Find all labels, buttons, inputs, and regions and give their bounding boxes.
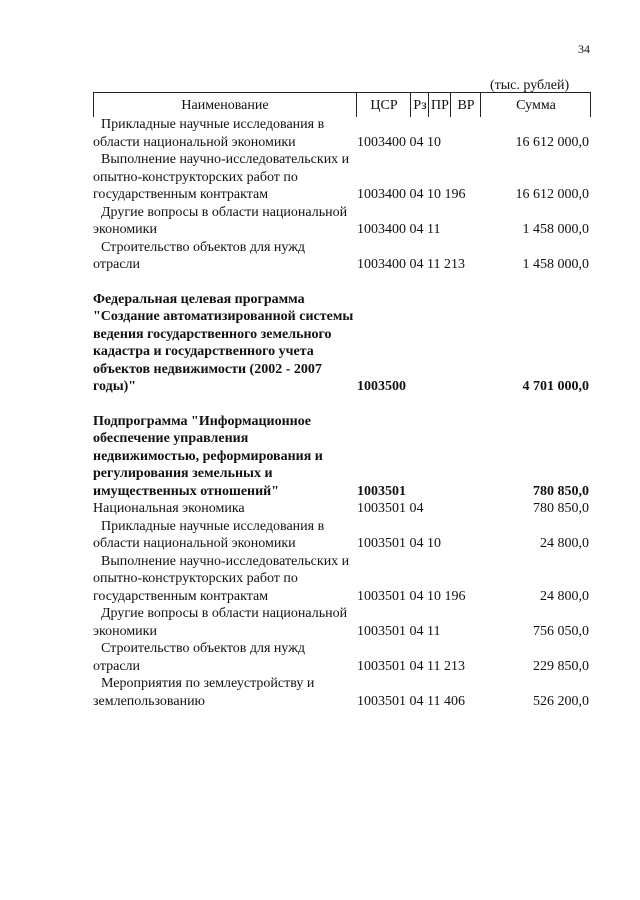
table-row [93, 605, 589, 640]
table-header [93, 92, 591, 117]
row-code: 1003400 04 11 [357, 222, 441, 237]
row-sum: 4 701 000,0 [522, 379, 589, 394]
row-sum: 16 612 000,0 [515, 187, 589, 202]
header-name: Наименование [181, 98, 269, 113]
row-name: Выполнение научно-исследовательских и опытно-конструкторских работ по государственным контрактам [93, 152, 350, 202]
header-sum: Сумма [480, 93, 591, 117]
table-row [93, 291, 589, 396]
row-name: Подпрограмма "Информационное обеспечение управления недвижимостью, реформирования и регулирования земельных и имущественных отношений" [93, 413, 323, 499]
row-sum: 780 850,0 [533, 483, 589, 499]
row-sum: 24 800,0 [540, 536, 589, 551]
row-code: 1003501 04 11 213 [357, 658, 465, 674]
row-code: 1003501 04 11 [357, 623, 441, 639]
row-code: 1003501 04 11 406 [357, 693, 465, 709]
row-name: Прикладные научные исследования в области национальной экономики [93, 518, 325, 551]
header-pr: ПР [428, 93, 451, 117]
table-row [93, 413, 589, 501]
row-name: Выполнение научно-исследовательских и опытно-конструкторских работ по государственным контрактам [93, 553, 350, 604]
row-sum: 16 612 000,0 [515, 134, 589, 150]
row-name: Прикладные научные исследования в области национальной экономики [93, 117, 325, 150]
table-row [93, 151, 589, 204]
row-code: 1003400 04 10 [357, 134, 441, 150]
page-number: 34 [578, 42, 590, 56]
row-sum: 526 200,0 [533, 693, 589, 709]
row-code: 1003500 [357, 379, 406, 394]
table-row [93, 518, 589, 553]
row-code: 1003501 04 [357, 501, 424, 516]
header-csr: ЦСР [356, 93, 411, 117]
row-name: Строительство объектов для нужд отрасли [93, 239, 306, 272]
row-code: 1003400 04 10 196 [357, 187, 466, 202]
budget-table [93, 116, 589, 710]
row-sum: 229 850,0 [533, 658, 589, 674]
row-sum: 780 850,0 [533, 501, 589, 516]
table-row [93, 675, 589, 710]
row-code: 1003501 [357, 483, 406, 499]
table-row [93, 239, 589, 274]
row-sum: 756 050,0 [533, 623, 589, 639]
row-name: Мероприятия по землеустройству и землепользованию [93, 676, 315, 709]
header-vr: ВР [450, 93, 481, 117]
row-code: 1003501 04 10 196 [357, 588, 466, 604]
row-name: Национальная экономика [93, 501, 245, 516]
table-row [93, 116, 589, 151]
table-row [93, 640, 589, 675]
row-sum: 24 800,0 [540, 588, 589, 604]
table-row [93, 553, 589, 606]
units-label: (тыс. рублей) [490, 78, 570, 93]
row-sum: 1 458 000,0 [522, 222, 589, 237]
row-name: Другие вопросы в области национальной экономики [93, 204, 348, 237]
row-name: Другие вопросы в области национальной экономики [93, 606, 348, 639]
row-code: 1003400 04 11 213 [357, 257, 465, 272]
row-sum: 1 458 000,0 [522, 257, 589, 272]
row-name: Строительство объектов для нужд отрасли [93, 641, 306, 674]
row-code: 1003501 04 10 [357, 536, 441, 551]
table-row [93, 500, 589, 518]
header-rz: Рз [410, 93, 429, 117]
row-name: Федеральная целевая программа "Создание автоматизированной системы ведения государственного земельного кадастра и государственного учета объектов недвижимости (2002 - 2007 годы)" [93, 291, 354, 394]
table-row [93, 204, 589, 239]
